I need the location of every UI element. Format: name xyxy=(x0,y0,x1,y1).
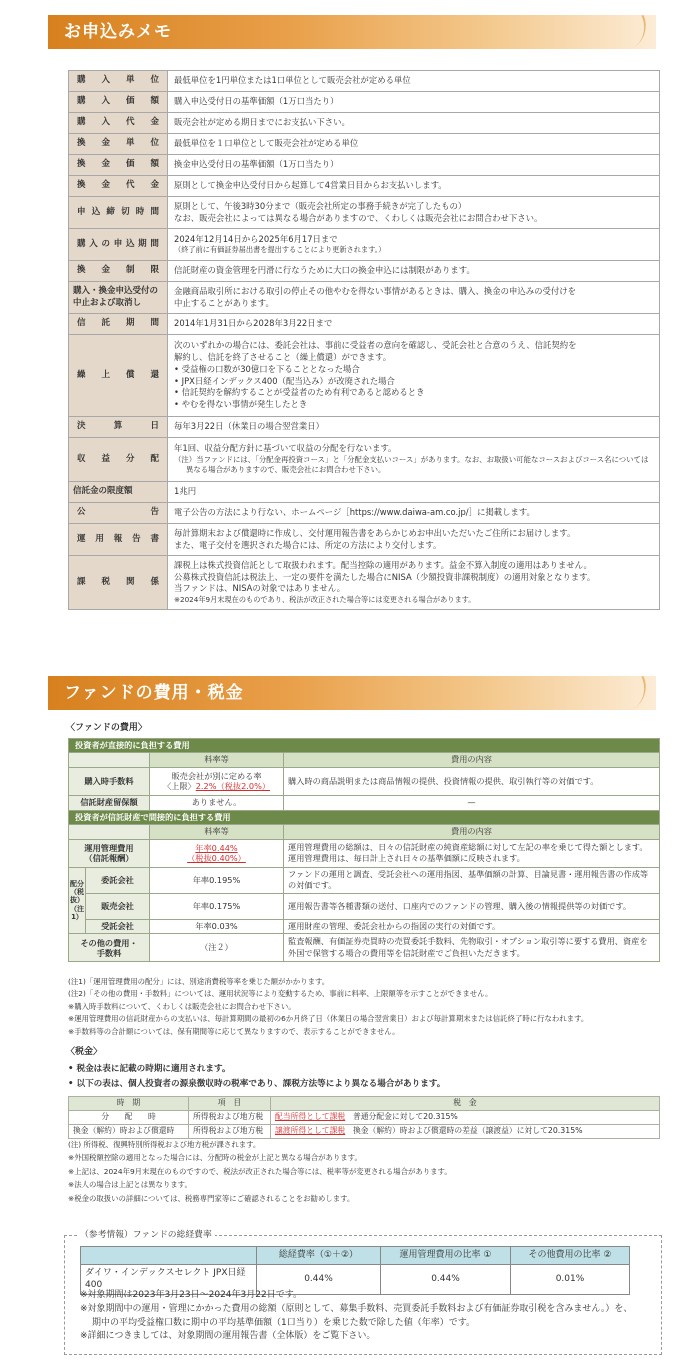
tax-note: ※税金の取扱いの詳細については、税務専門家等にご確認されることをお勧めします。 xyxy=(68,1193,355,1203)
purchase-fee-label: 購入時手数料 xyxy=(69,767,150,795)
memo-row xyxy=(69,282,660,314)
other-fee-rate: （注２） xyxy=(150,934,284,962)
fees-section-label: 〈ファンドの費用〉 xyxy=(66,723,147,733)
memo-row xyxy=(69,176,660,197)
decoration-swoosh-icon xyxy=(620,676,655,711)
memo-row-label: 購 入 の 申 込 期 間 xyxy=(69,229,168,261)
memo-row-value: 販売会社が定める期日までにお支払い下さい。 xyxy=(168,113,660,134)
fee-notes xyxy=(68,976,668,1038)
memo-row-value: 2024年12月14日から2025年6月17日まで （終了前に有価証券届出書を提出することにより更新されます。） xyxy=(168,229,660,261)
alloc-content: ファンドの運用と調査、受託会社への運用指図、基準価額の計算、目論見書・運用報告書の作成等の対価です。 xyxy=(284,867,660,893)
reference-note: ※対象期間は2023年3月23日〜2024年3月22日です。 xyxy=(80,1290,302,1300)
memo-row xyxy=(69,438,660,482)
memo-row-value: 電子公告の方法により行ない、ホームページ［https://www.daiwa-am.co.jp/］に掲載します。 xyxy=(168,503,660,524)
memo-row-label: 換 金 単 位 xyxy=(69,134,168,155)
memo-row-label: 繰 上 償 還 xyxy=(69,335,168,417)
fee-note: (注1)「運用管理費用の配分」には、別途消費税等率を乗じた額がかかります。 xyxy=(68,977,330,986)
tax-col-item: 項 目 xyxy=(189,1097,271,1111)
memo-row-value: 毎計算期末および償還時に作成し、交付運用報告書をあらかじめお申出いただいたご住所にお届けします。 また、電子交付を選択された場合には、所定の方法により交付します。 xyxy=(168,524,660,556)
memo-row-value: 原則として換金申込受付日から起算して4営業日目からお支払いします。 xyxy=(168,176,660,197)
memo-row-label: 換 金 制 限 xyxy=(69,261,168,282)
section-banner-fees xyxy=(48,676,656,710)
memo-row-label: 換 金 価 額 xyxy=(69,155,168,176)
decoration-swoosh-icon xyxy=(620,15,655,50)
memo-row-value: 次のいずれかの場合には、委託会社は、事前に受益者の意向を確認し、受託会社と合意のうえ、信託契約を 解約し、信託を終了させること（繰上償還）ができます。 • 受益権の口数が30億口を下ることとなった場合 • JPX日経インデックス400（配当込み）が改廃された場合 • 信託契約を解約することが受益者のため有利であると認めるとき • やむを得ない事情が発生したとき xyxy=(168,335,660,417)
tax-section-label: 〈税金〉 xyxy=(66,1047,103,1057)
memo-row-value: 毎年3月22日（休業日の場合翌営業日） xyxy=(168,417,660,438)
alloc-name: 販売会社 xyxy=(86,893,150,919)
memo-row-label: 公 告 xyxy=(69,503,168,524)
tax-note: ※法人の場合は上記とは異なります。 xyxy=(68,1180,192,1190)
fee-note: ※運用管理費用の信託財産からの支払いは、毎計算期間の最初の6か月終了日（休業日の場合翌営業日）および毎計算期末または信託終了時に行なわれます。 xyxy=(68,1014,589,1024)
indirect-cost-header: 投資者が信託財産で間接的に負担する費用 xyxy=(69,810,660,824)
ref-col-mgmt: 運用管理費用の比率 ① xyxy=(381,1247,511,1265)
memo-row-label: 信託金の限度額 xyxy=(69,482,168,503)
memo-row-label: 信 託 期 間 xyxy=(69,314,168,335)
tax-table xyxy=(68,1096,660,1139)
memo-row-label: 購入・換金申込受付の中止および取消し xyxy=(69,282,168,314)
memo-row-value: 金融商品取引所における取引の停止その他やむを得ない事情があるときは、購入、換金の申込みの受付けを 中止することがあります。 xyxy=(168,282,660,314)
memo-row-label: 申 込 締 切 時 間 xyxy=(69,197,168,229)
memo-row xyxy=(69,229,660,261)
memo-row xyxy=(69,524,660,556)
tax-note: (注) 所得税、復興特別所得税および地方税が課されます。 xyxy=(68,1140,261,1149)
tax-col-period: 時 期 xyxy=(69,1097,189,1111)
mgmt-fee-content: 運用管理費用の総額は、日々の信託財産の純資産総額に対して左記の率を乗じて得た額とします。運用管理費用は、毎日計上され日々の基準価額に反映されます。 xyxy=(284,839,660,867)
ref-fund-name: ダイワ・インデックスセレクト JPX日経400 xyxy=(81,1264,257,1294)
alloc-name: 委託会社 xyxy=(86,867,150,893)
tax-bullets xyxy=(68,1062,445,1092)
ref-other-ratio: 0.01% xyxy=(511,1264,630,1294)
memo-row xyxy=(69,155,660,176)
memo-row-value: 最低単位を１口単位として販売会社が定める単位 xyxy=(168,134,660,155)
tax-bullet: • 以下の表は、個人投資者の源泉徴収時の税率であり、課税方法等により異なる場合があります。 xyxy=(68,1079,446,1089)
ref-total-ratio: 0.44% xyxy=(257,1264,381,1294)
purchase-fee-cap: 2.2%（税抜2.0%） xyxy=(195,781,271,792)
memo-row xyxy=(69,134,660,155)
tax-note: ※外国税額控除の適用となった場合には、分配時の税金が上記と異なる場合があります。 xyxy=(68,1153,362,1163)
memo-row xyxy=(69,197,660,229)
mgmt-fee-rate: 年率0.44% （税抜0.40%） xyxy=(150,839,284,867)
memo-row-value: 年1回、収益分配方針に基づいて収益の分配を行ないます。 （注）当ファンドには、「分配金再投資コース」と「分配金支払いコース」があります。なお、お取扱い可能なコースおよびコース名については異なる場合がありますので、販売会社にお問合わせ下さい。 xyxy=(168,438,660,482)
memo-row-value: 換金申込受付日の基準価額（1万口当たり） xyxy=(168,155,660,176)
alloc-rate: 年率0.175% xyxy=(150,893,284,919)
other-fee-content: 監査報酬、有価証券売買時の売買委託手数料、先物取引・オプション取引等に要する費用、資産を外国で保管する場合の費用等を信託財産でご負担いただきます。 xyxy=(284,934,660,962)
ref-col-other: その他費用の比率 ② xyxy=(511,1247,630,1265)
memo-row-label: 購 入 代 金 xyxy=(69,113,168,134)
memo-row-value: 課税上は株式投資信託として取扱われます。配当控除の適用があります。益金不算入制度の適用はありません。 公募株式投資信託は税法上、一定の要件を満たした場合にNISA（少額投資非課税制度）の適用対象となります。 当ファンドは、NISAの対象ではありません。 ※2024年9月末現在のものであり、税法が改正された場合等には変更される場合があります。 xyxy=(168,556,660,610)
alloc-rate: 年率0.195% xyxy=(150,867,284,893)
alloc-content: 運用財産の管理、委託会社からの指図の実行の対価です。 xyxy=(284,919,660,933)
mgmt-fee-label: 運用管理費用 （信託報酬） xyxy=(69,839,150,867)
memo-row-label: 課 税 関 係 xyxy=(69,556,168,610)
table-row: 分 配 時 所得税および地方税 配当所得として課税 普通分配金に対して20.315% xyxy=(69,1110,660,1124)
memo-row-label: 購 入 単 位 xyxy=(69,71,168,92)
memo-row xyxy=(69,71,660,92)
memo-row xyxy=(69,113,660,134)
memo-row-label: 収 益 分 配 xyxy=(69,438,168,482)
tax-notes xyxy=(68,1138,668,1205)
memo-row xyxy=(69,417,660,438)
memo-row xyxy=(69,503,660,524)
tax-col-tax: 税 金 xyxy=(271,1097,660,1111)
retention-content: — xyxy=(284,795,660,810)
table-row: 換金（解約）時および償還時 所得税および地方税 譲渡所得として課税 換金（解約）時および償還時の差益（譲渡益）に対して20.315% xyxy=(69,1124,660,1138)
memo-row xyxy=(69,556,660,610)
memo-row-label: 換 金 代 金 xyxy=(69,176,168,197)
alloc-content: 運用報告書等各種書類の送付、口座内でのファンドの管理、購入後の情報提供等の対価です。 xyxy=(284,893,660,919)
purchase-fee-rate: 販売会社が別に定める率 xyxy=(171,771,262,782)
col-content-header: 費用の内容 xyxy=(284,753,660,767)
fees-table: 投資者が直接的に負担する費用 料率等 費用の内容 購入時手数料 販売会社が別に定める率 〈上限〉2.2%（税抜2.0%） 購入時の商品説明または商品情報の提供、投資情報の提供、取引執行等の対価です。 信託財産留保額 ありません。 — 投資者が信託財産で間接的に負担する費用 料率等 費用の内容 運用管理費用 （信託報酬） 年率0.44% （税抜0.40%） 運用管理費用の総額は、日々の信託財産の純資産総額に対して左記の率を乗じて得た額とします。運用管理費用は、毎日計上され日々の基準価額に反映されます。 配分（税抜）（注1） 委託会社 年率0.195% ファンドの運用と調査、受託会社への運用指図、基準価額の計算、目論見書・運用報告書の作成等の対価です。 販売会社 年率0.175% 運用報告書等各種書類の送付、口座内でのファンドの管理、購入後の情報提供等の対価です。 受託会社 年率0.03% 運用財産の管理、委託会社からの指図の実行の対価です。 その他の費用・ 手数料 （注２） 監査報酬、有価証券売買時の売買委託手数料、先物取引・オプション取引等に要する費用、資産を外国で保管する場合の費用等を信託財産でご負担いただきます。 xyxy=(68,738,660,962)
tax-note: ※上記は、2024年9月末現在のものですので、税法が改正された場合等には、税率等が変更される場合があります。 xyxy=(68,1166,452,1176)
fee-note: ※購入時手数料について、くわしくは販売会社にお問合わせ下さい。 xyxy=(68,1001,296,1011)
memo-row xyxy=(69,335,660,417)
purchase-fee-content: 購入時の商品説明または商品情報の提供、投資情報の提供、取引執行等の対価です。 xyxy=(284,767,660,795)
ref-mgmt-ratio: 0.44% xyxy=(381,1264,511,1294)
retention-label: 信託財産留保額 xyxy=(69,795,150,810)
retention-rate: ありません。 xyxy=(150,795,284,810)
memo-row xyxy=(69,92,660,113)
ref-col-total: 総経費率（①＋②） xyxy=(257,1247,381,1265)
memo-row-label: 決 算 日 xyxy=(69,417,168,438)
section-title-memo: お申込みメモ xyxy=(64,22,172,42)
reference-note: ※対象期間中の運用・管理にかかった費用の総額（原則として、募集手数料、売買委託手数料および有価証券取引税を含みません。）を、期中の平均受益権口数に期中の平均基準価額（1口当り）を乗じた数で除した値（年率）です。 xyxy=(80,1303,633,1328)
direct-cost-header: 投資者が直接的に負担する費用 xyxy=(69,739,660,753)
memo-row-label: 購 入 価 額 xyxy=(69,92,168,113)
fee-note: (注2)「その他の費用・手数料」については、運用状況等により変動するため、事前に料率、上限額等を示すことができません。 xyxy=(68,989,493,999)
memo-row xyxy=(69,261,660,282)
memo-row-value: 最低単位を1円単位または1口単位として販売会社が定める単位 xyxy=(168,71,660,92)
tax-bullet: • 税金は表に記載の時期に適用されます。 xyxy=(68,1064,231,1074)
section-title-fees: ファンドの費用・税金 xyxy=(64,683,244,703)
memo-row xyxy=(69,314,660,335)
memo-row-label: 運 用 報 告 書 xyxy=(69,524,168,556)
alloc-name: 受託会社 xyxy=(86,919,150,933)
memo-row-value: 2014年1月31日から2028年3月22日まで xyxy=(168,314,660,335)
reference-note: ※詳細につきましては、対象期間の運用報告書（全体版）をご覧下さい。 xyxy=(80,1331,376,1342)
other-fee-label: その他の費用・ 手数料 xyxy=(69,934,150,962)
col-rate-header: 料率等 xyxy=(150,753,284,767)
section-banner-memo xyxy=(48,15,656,49)
reference-table xyxy=(80,1246,630,1295)
memo-row-value: 信託財産の資金管理を円滑に行なうために大口の換金申込には制限があります。 xyxy=(168,261,660,282)
alloc-label: 配分（税抜）（注1） xyxy=(69,867,86,933)
fee-note: ※手数料等の合計額については、保有期間等に応じて異なりますので、表示することができません。 xyxy=(68,1026,400,1036)
memo-table xyxy=(68,70,660,610)
alloc-rate: 年率0.03% xyxy=(150,919,284,933)
memo-row xyxy=(69,482,660,503)
memo-row-value: 原則として、午後3時30分まで（販売会社所定の事務手続きが完了したもの） なお、販売会社によっては異なる場合がありますので、くわしくは販売会社にお問合わせ下さい。 xyxy=(168,197,660,229)
memo-row-value: 購入申込受付日の基準価額（1万口当たり） xyxy=(168,92,660,113)
reference-notes xyxy=(80,1289,640,1344)
reference-title: （参考情報）ファンドの総経費率 xyxy=(77,1229,215,1241)
memo-row-value: 1兆円 xyxy=(168,482,660,503)
